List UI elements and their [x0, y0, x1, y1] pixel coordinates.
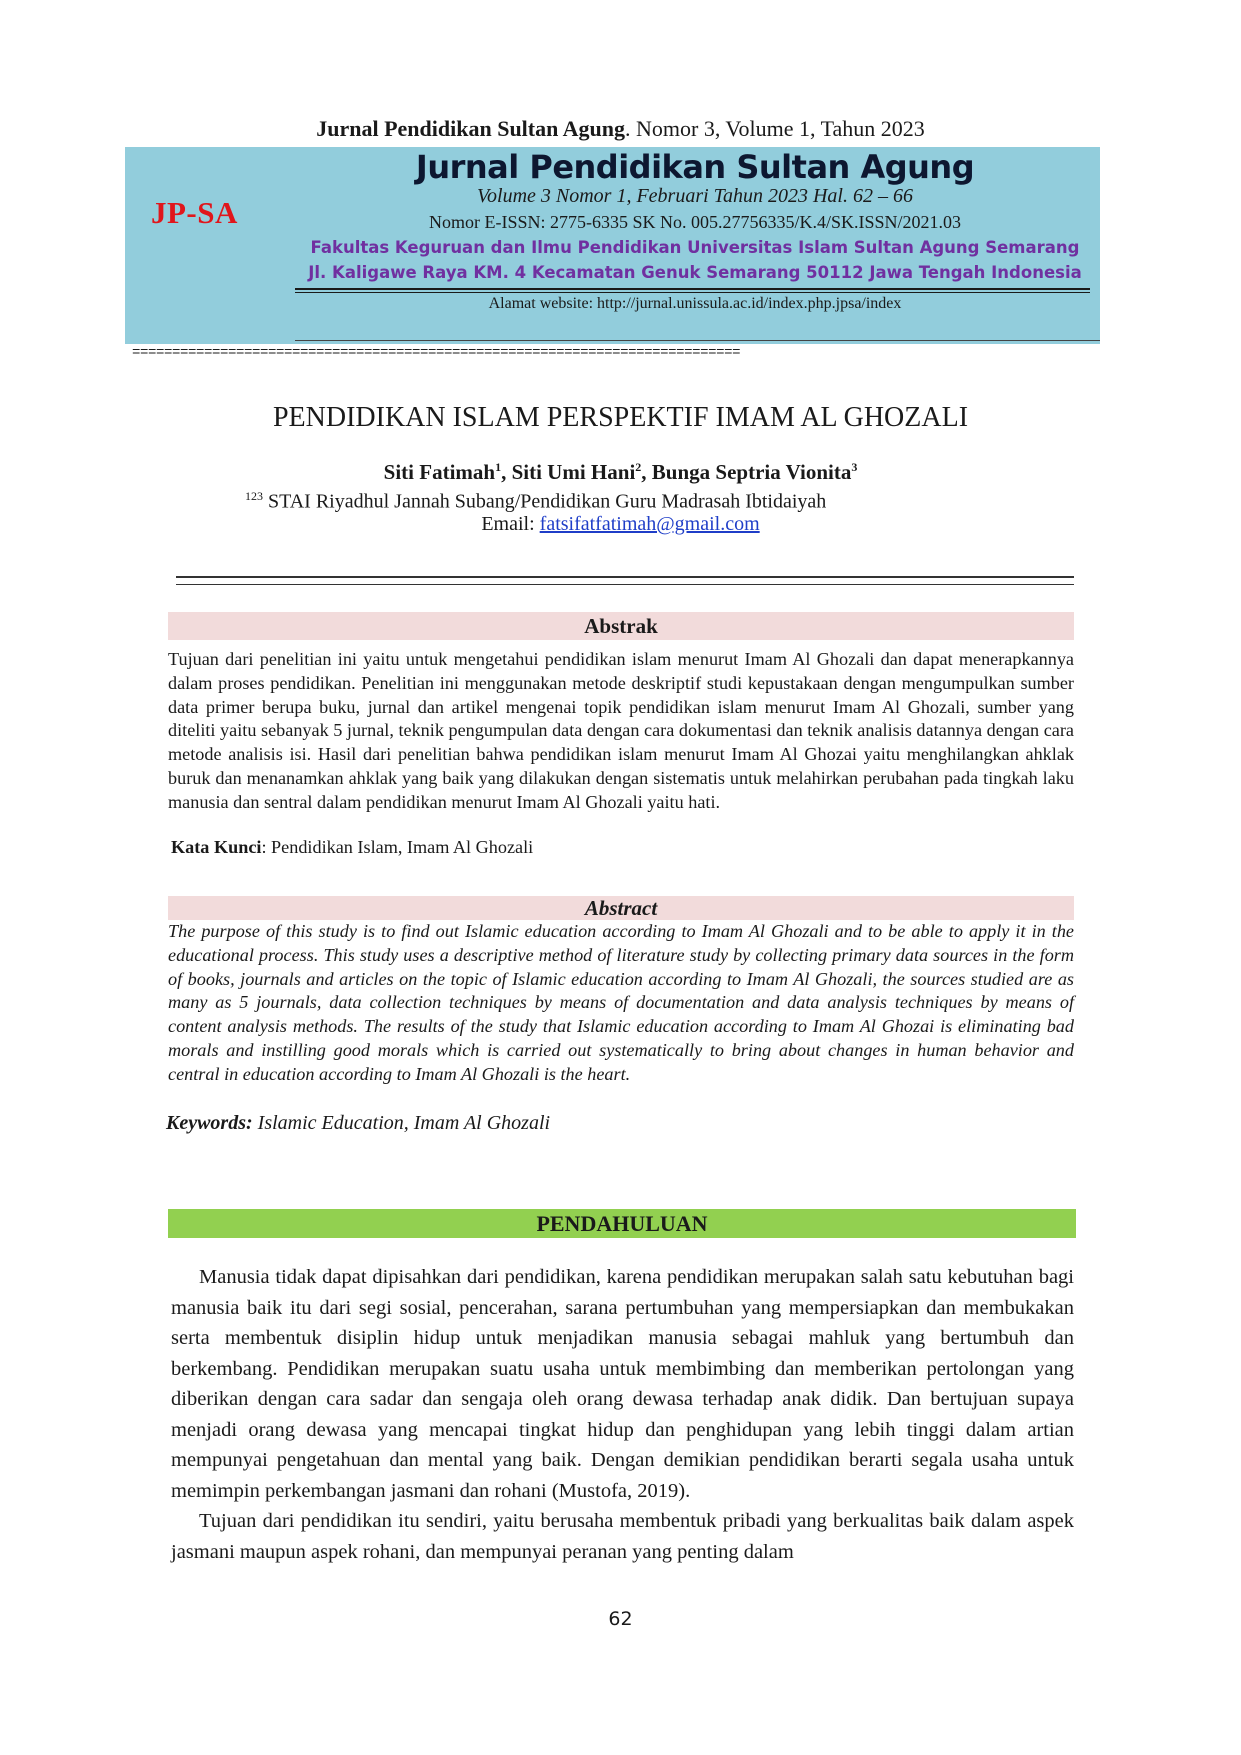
pendahuluan-body [171, 1262, 1074, 1567]
affiliation-mark: 123 [245, 489, 263, 503]
page-number: 62 [608, 1608, 633, 1630]
author-mark: 1 [495, 460, 502, 474]
journal-volume: Volume 3 Nomor 1, Februari Tahun 2023 Hal. 62 – 66 [477, 185, 913, 207]
body-paragraph: Manusia tidak dapat dipisahkan dari pendidikan, karena pendidikan merupakan salah satu kebutuhan bagi manusia baik itu dari segi sosial, pencerahan, sarana pertumbuhan yang mempersiapkan dan membukakan serta membentuk disiplin hidup untuk menjadikan manusia sebagai mahluk yang bertumbuh dan berkembang. Pendidikan merupakan suatu usaha untuk membimbing dan memberikan pertolongan yang diberikan dengan cara sadar dan sengaja oleh orang dewasa terhadap anak didik. Dan bertujuan supaya menjadi orang dewasa yang mencapai tingkat hidup dan penghidupan yang lebih tinggi dalam artian mempunyai pengetahuan dan mental yang baik. Dengan demikian pendidikan berarti segala usaha untuk memimpin perkembangan jasmani dan rohani (Mustofa, 2019). [171, 1266, 1074, 1502]
running-head-issue: . Nomor 3, Volume 1, Tahun 2023 [625, 116, 925, 141]
email-line [0, 513, 1241, 536]
abstract-heading: Abstract [168, 896, 1074, 920]
header-separator: ============================================================================ [132, 346, 741, 360]
affiliation-text: STAI Riyadhul Jannah Subang/Pendidikan Guru Madrasah Ibtidaiyah [263, 490, 827, 513]
paper-title: PENDIDIKAN ISLAM PERSPEKTIF IMAM AL GHOZALI [272, 402, 969, 433]
abstrak-keywords-text: : Pendidikan Islam, Imam Al Ghozali [261, 837, 534, 857]
email-link[interactable]: fatsifatfatimah@gmail.com [539, 513, 760, 535]
title-rule-thin [176, 584, 1074, 585]
abstract-keywords [166, 1112, 550, 1135]
abstract-keywords-text: Islamic Education, Imam Al Ghozali [252, 1112, 551, 1134]
journal-address: Jl. Kaligawe Raya KM. 4 Kecamatan Genuk Semarang 50112 Jawa Tengah Indonesia [308, 263, 1082, 282]
affiliation [245, 489, 826, 514]
pendahuluan-heading: PENDAHULUAN [168, 1209, 1076, 1238]
title-rule [176, 576, 1074, 578]
abstrak-text: Tujuan dari penelitian ini yaitu untuk mengetahui pendidikan islam menurut Imam Al Ghozali dan dapat menerapkannya dalam proses pendidikan. Penelitian ini menggunakan metode deskriptif studi kepustakaan dengan mengumpulkan sumber data primer berupa buku, jurnal dan artikel mengenai topik pendidikan islam menurut Imam Al Ghozali, sumber yang diteliti yaitu sebanyak 5 jurnal, teknik pengumpulan data dengan cara dokumentasi dan teknik analisis datannya dengan cara metode analisis isi. Hasil dari penelitian bahwa pendidikan islam menurut Imam Al Ghozai yaitu menghilangkan ahklak buruk dan menanamkan ahklak yang baik yang dilakukan dengan sistematis untuk melahirkan perubahan pada tingkah laku manusia dan sentral dalam pendidikan menurut Imam Al Ghozali yaitu hati. [168, 649, 1074, 812]
journal-website: Alamat website: http://jurnal.unissula.ac.id/index.php.jpsa/index [488, 295, 902, 312]
abstract-keywords-label: Keywords: [166, 1112, 253, 1134]
author-name: Bunga Septria Vionita [651, 460, 852, 484]
author-name: Siti Fatimah [383, 460, 496, 484]
author-mark: 3 [851, 460, 858, 474]
abstrak-keywords-label: Kata Kunci [171, 837, 262, 857]
abstrak-heading: Abstrak [168, 612, 1074, 640]
banner-bottom-rule [295, 340, 1100, 341]
banner-divider-thin [295, 292, 1090, 293]
author-separator: , [641, 460, 652, 484]
email-label: Email: [481, 513, 540, 535]
author-name: Siti Umi Hani [511, 460, 636, 484]
body-paragraph: Tujuan dari pendidikan itu sendiri, yaitu berusaha membentuk pribadi yang berkualitas baik dalam aspek jasmani maupun aspek rohani, dan mempunyai peranan yang penting dalam [171, 1510, 1074, 1563]
journal-faculty: Fakultas Keguruan dan Ilmu Pendidikan Universitas Islam Sultan Agung Semarang [310, 238, 1080, 257]
abstract-text: The purpose of this study is to find out Islamic education according to Imam Al Ghozali and to be able to apply it in the educational process. This study uses a descriptive method of literature study by collecting primary data sources in the form of books, journals and articles on the topic of Islamic education according to Imam Al Ghozali, the sources studied are as many as 5 journals, data collection techniques by means of documentation and data analysis techniques by means of content analysis methods. The results of the study that Islamic education according to Imam Al Ghozai is eliminating bad morals and instilling good morals which is carried out systematically to bring about changes in human behavior and central in education according to Imam Al Ghozali is the heart. [168, 921, 1074, 1084]
journal-issn: Nomor E-ISSN: 2775-6335 SK No. 005.27756335/K.4/SK.ISSN/2021.03 [428, 212, 962, 232]
author-list [0, 460, 1241, 485]
journal-logo: JP-SA [151, 195, 238, 230]
abstrak-keywords [171, 837, 533, 858]
running-head-journal: Jurnal Pendidikan Sultan Agung [316, 116, 625, 141]
author-separator: , [501, 460, 512, 484]
journal-title: Jurnal Pendidikan Sultan Agung [415, 148, 975, 186]
banner-divider [295, 288, 1090, 290]
running-header [0, 116, 1241, 142]
author-mark: 2 [635, 460, 642, 474]
